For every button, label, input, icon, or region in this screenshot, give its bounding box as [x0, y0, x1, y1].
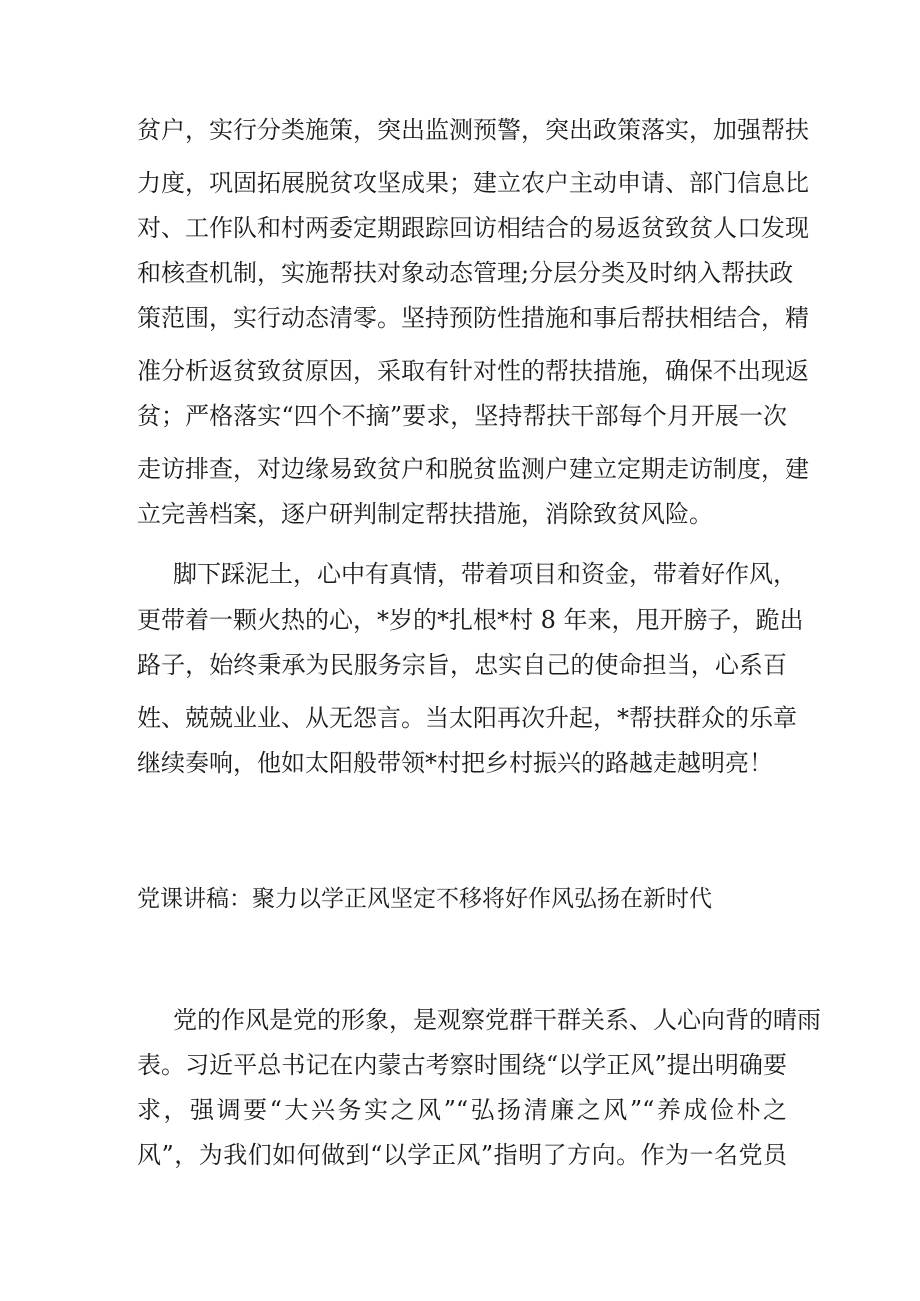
paragraph-line: 贫；严格落实“四个不摘”要求，坚持帮扶干部每个月开展一次	[137, 402, 787, 430]
paragraph-line: 走访排查，对边缘易致贫户和脱贫监测户建立定期走访制度，建	[137, 455, 809, 483]
paragraph-line: 表。习近平总书记在内蒙古考察时围绕“以学正风”提出明确要	[137, 1051, 787, 1079]
paragraph-line: 立完善档案，逐户研判制定帮扶措施，消除致贫风险。	[137, 500, 713, 528]
paragraph-line: 风”，为我们如何做到“以学正风”指明了方向。作为一名党员	[137, 1141, 787, 1169]
section-title: 党课讲稿：聚力以学正风坚定不移将好作风弘扬在新时代	[137, 886, 712, 912]
paragraph-line: 姓、兢兢业业、从无怨言。当太阳再次升起，*帮扶群众的乐章	[137, 704, 797, 732]
paragraph-line: 更带着一颗火热的心，*岁的*扎根*村 8 年来，甩开膀子，跪出	[137, 606, 804, 634]
paragraph-line: 继续奏响，他如太阳般带领*村把乡村振兴的路越走越明亮！	[137, 749, 773, 777]
paragraph-line: 力度，巩固拓展脱贫攻坚成果；建立农户主动申请、部门信息比	[137, 169, 809, 197]
paragraph-line: 和核查机制，实施帮扶对象动态管理;分层分类及时纳入帮扶政	[137, 259, 794, 287]
paragraph-line: 贫户，实行分类施策，突出监测预警，突出政策落实，加强帮扶	[137, 116, 809, 144]
paragraph-line: 路子，始终秉承为民服务宗旨，忠实自己的使命担当，心系百	[137, 651, 787, 679]
paragraph-line: 脚下踩泥土，心中有真情，带着项目和资金，带着好作风，	[173, 560, 797, 588]
paragraph-line: 准分析返贫致贫原因，采取有针对性的帮扶措施，确保不出现返	[137, 357, 809, 385]
paragraph-line: 策范围，实行动态清零。坚持预防性措施和事后帮扶相结合，精	[137, 304, 809, 332]
paragraph-line: 党的作风是党的形象，是观察党群干群关系、人心向背的晴雨	[173, 1006, 821, 1034]
paragraph-line: 求，强调要“大兴务实之风”“弘扬清廉之风”“养成俭朴之	[137, 1096, 787, 1124]
paragraph-line: 对、工作队和村两委定期跟踪回访相结合的易返贫致贫人口发现	[137, 214, 809, 242]
